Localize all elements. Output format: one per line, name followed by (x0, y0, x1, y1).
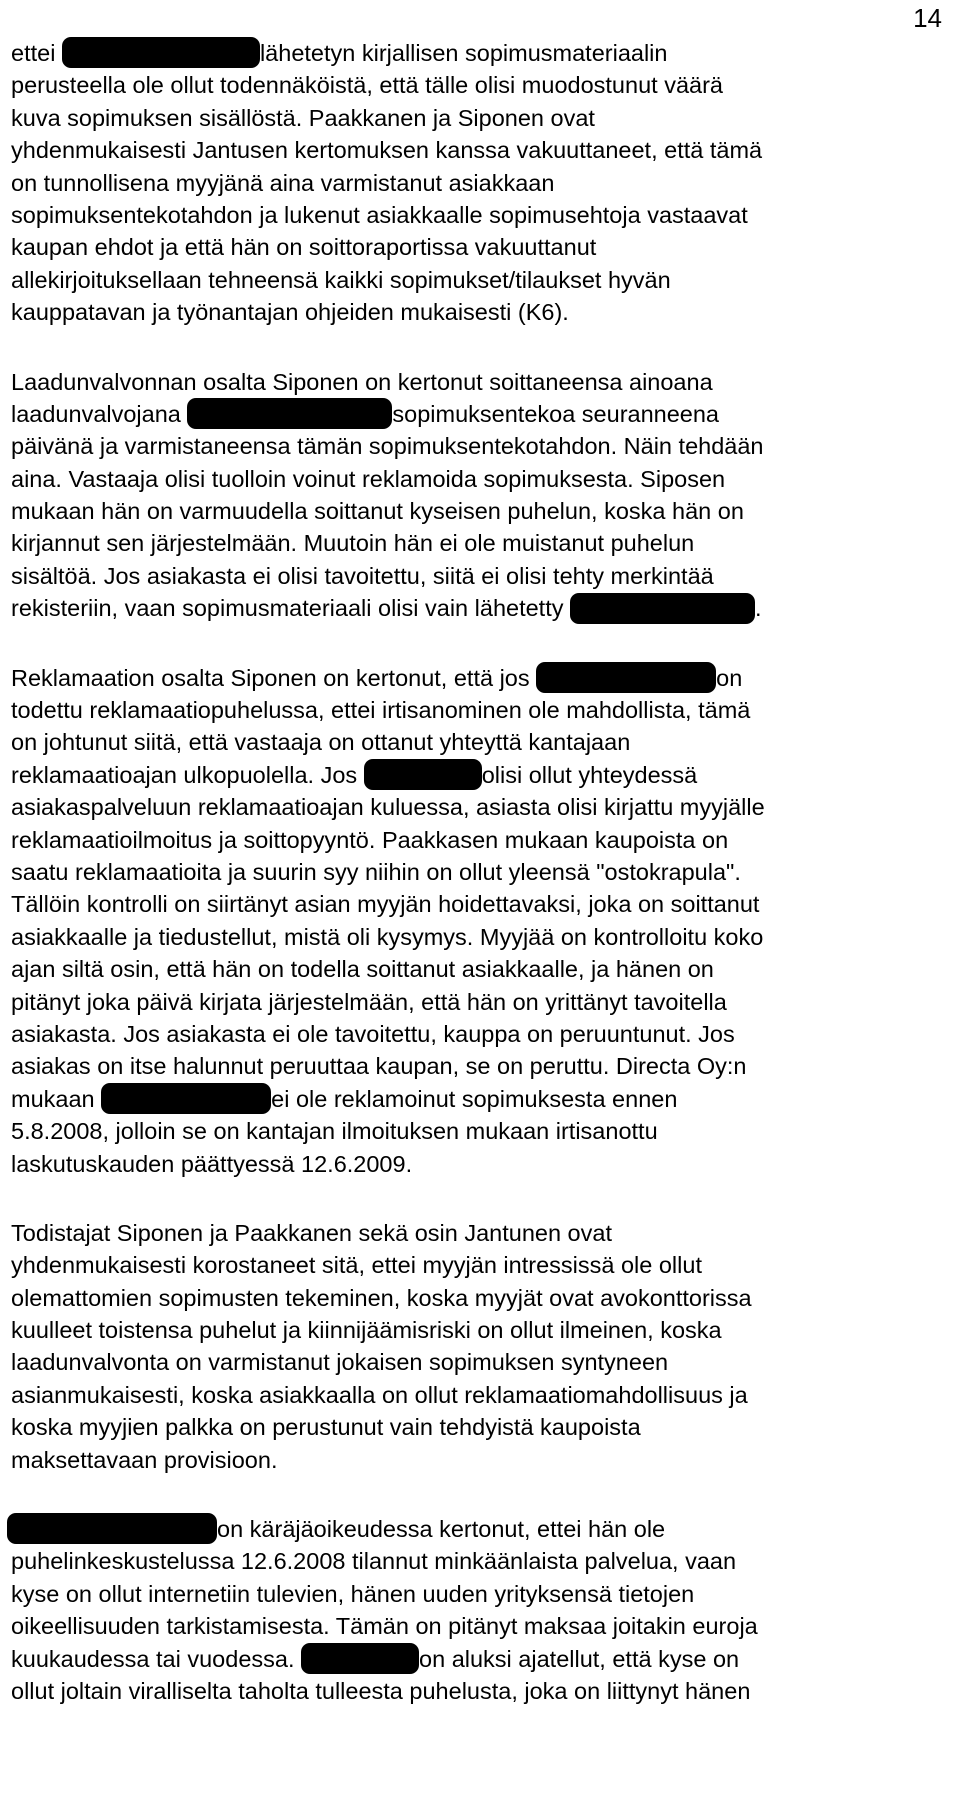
text-line: yhdenmukaisesti Jantusen kertomuksen kanssa vakuuttaneet, että tämä (11, 137, 763, 164)
text-line: oikeellisuuden tarkistamisesta. Tämän on pitänyt maksaa joitakin euroja (11, 1613, 758, 1640)
text-line: maksettavaan provisioon. (11, 1446, 278, 1473)
text-line: kauppatavan ja työnantajan ohjeiden mukaisesti (K6). (11, 299, 569, 326)
redaction-block (62, 37, 260, 68)
text-line: asianmukaisesti, koska asiakkaalla on ollut reklamaatiomahdollisuus ja (11, 1381, 748, 1408)
text-line: allekirjoituksellaan tehneensä kaikki sopimukset/tilaukset hyvän (11, 266, 671, 293)
text-line: sopimuksentekotahdon ja lukenut asiakkaalle sopimusehtoja vastaavat (11, 201, 748, 228)
text-line: reklamaatioilmoitus ja soittopyyntö. Paakkasen mukaan kaupoista on (11, 826, 729, 853)
text-line: laskutuskauden päättyessä 12.6.2009. (11, 1150, 413, 1177)
paragraph-3 (11, 662, 951, 1180)
redaction-block (364, 759, 482, 790)
text-line: olemattomien sopimusten tekeminen, koska myyjät ovat avokonttorissa (11, 1284, 752, 1311)
text-line: on johtunut siitä, että vastaaja on ottanut yhteyttä kantajaan (11, 729, 631, 756)
text-line: kyse on ollut internetiin tulevien, hänen uuden yrityksensä tietojen (11, 1580, 695, 1607)
text-line: puhelinkeskustelussa 12.6.2008 tilannut minkäänlaista palvelua, vaan (11, 1548, 737, 1575)
text-line: ollut joltain viralliselta taholta tulleesta puhelusta, joka on liittynyt hänen (11, 1677, 751, 1704)
text-line: kaupan ehdot ja että hän on soittoraportissa vakuuttanut (11, 234, 597, 261)
text-line: pitänyt joka päivä kirjata järjestelmään, että hän on yrittänyt tavoitella (11, 988, 727, 1015)
redaction-block (536, 662, 716, 693)
text-line: laadunvalvojana sopimuksentekoa seuranneena (11, 398, 951, 430)
text-line: saatu reklamaatioita ja suurin syy niihin on ollut yleensä "ostokrapula". (11, 858, 741, 885)
text-line: asiakasta. Jos asiakasta ei ole tavoitettu, kauppa on peruuntunut. Jos (11, 1020, 735, 1047)
text-line: on käräjäoikeudessa kertonut, ettei hän ole (11, 1513, 951, 1545)
redaction-block (570, 593, 755, 624)
redaction-block (7, 1513, 217, 1544)
text-line: mukaan hän on varmuudella soittanut kyseisen puhelun, koska hän on (11, 498, 744, 525)
text-line: Todistajat Siponen ja Paakkanen sekä osin Jantunen ovat (11, 1219, 612, 1246)
page-number: 14 (913, 3, 942, 33)
text-line: on tunnollisena myyjänä aina varmistanut asiakkaan (11, 169, 555, 196)
paragraph-2 (11, 366, 951, 625)
text-line: sisältöä. Jos asiakasta ei olisi tavoitettu, siitä ei olisi tehty merkintää (11, 562, 714, 589)
text-line: Reklamaation osalta Siponen on kertonut, että jos on (11, 662, 951, 694)
text-line: aina. Vastaaja olisi tuolloin voinut reklamoida sopimuksesta. Siposen (11, 465, 726, 492)
paragraph-5 (11, 1513, 951, 1707)
text-line: yhdenmukaisesti korostaneet sitä, ettei myyjän intressissä ole ollut (11, 1252, 702, 1279)
text-line: laadunvalvonta on varmistanut jokaisen sopimuksen syntyneen (11, 1349, 669, 1376)
text-line: rekisteriin, vaan sopimusmateriaali olisi vain lähetetty . (11, 592, 951, 624)
text-line: asiakas on itse halunnut peruuttaa kaupan, se on peruttu. Directa Oy:n (11, 1053, 747, 1080)
text-line: kuulleet toistensa puhelut ja kiinnijäämisriski on ollut ilmeinen, koska (11, 1317, 722, 1344)
text-line: kuva sopimuksen sisällöstä. Paakkanen ja Siponen ovat (11, 104, 595, 131)
text-line: asiakaspalveluun reklamaatioajan kuluessa, asiasta olisi kirjattu myyjälle (11, 794, 765, 821)
text-line: todettu reklamaatiopuhelussa, ettei irtisanominen ole mahdollista, tämä (11, 697, 751, 724)
text-line: mukaan ei ole reklamoinut sopimuksesta ennen (11, 1083, 951, 1115)
text-line: reklamaatioajan ulkopuolella. Jos olisi ollut yhteydessä (11, 759, 951, 791)
text-line: ajan siltä osin, että hän on todella soittanut asiakkaalle, ja hänen on (11, 956, 714, 983)
text-line: ettei lähetetyn kirjallisen sopimusmateriaalin (11, 37, 951, 69)
text-line: koska myyjien palkka on perustunut vain tehdyistä kaupoista (11, 1414, 641, 1441)
text-line: Tällöin kontrolli on siirtänyt asian myyjän hoidettavaksi, joka on soittanut (11, 891, 760, 918)
paragraph-4 (11, 1217, 951, 1476)
redaction-block (101, 1083, 271, 1114)
text-line: asiakkaalle ja tiedustellut, mistä oli kysymys. Myyjää on kontrolloitu koko (11, 923, 764, 950)
text-line: kirjannut sen järjestelmään. Muutoin hän ei ole muistanut puhelun (11, 530, 695, 557)
text-line: Laadunvalvonnan osalta Siponen on kertonut soittaneensa ainoana (11, 368, 713, 395)
redaction-block (187, 398, 392, 429)
text-line: 5.8.2008, jolloin se on kantajan ilmoituksen mukaan irtisanottu (11, 1118, 658, 1145)
text-line: perusteella ole ollut todennäköistä, että tälle olisi muodostunut väärä (11, 72, 723, 99)
paragraph-1 (11, 37, 951, 329)
text-line: päivänä ja varmistaneensa tämän sopimuksentekotahdon. Näin tehdään (11, 433, 764, 460)
redaction-block (301, 1643, 419, 1674)
text-line: kuukaudessa tai vuodessa. on aluksi ajatellut, että kyse on (11, 1643, 951, 1675)
document-body (11, 37, 951, 1707)
